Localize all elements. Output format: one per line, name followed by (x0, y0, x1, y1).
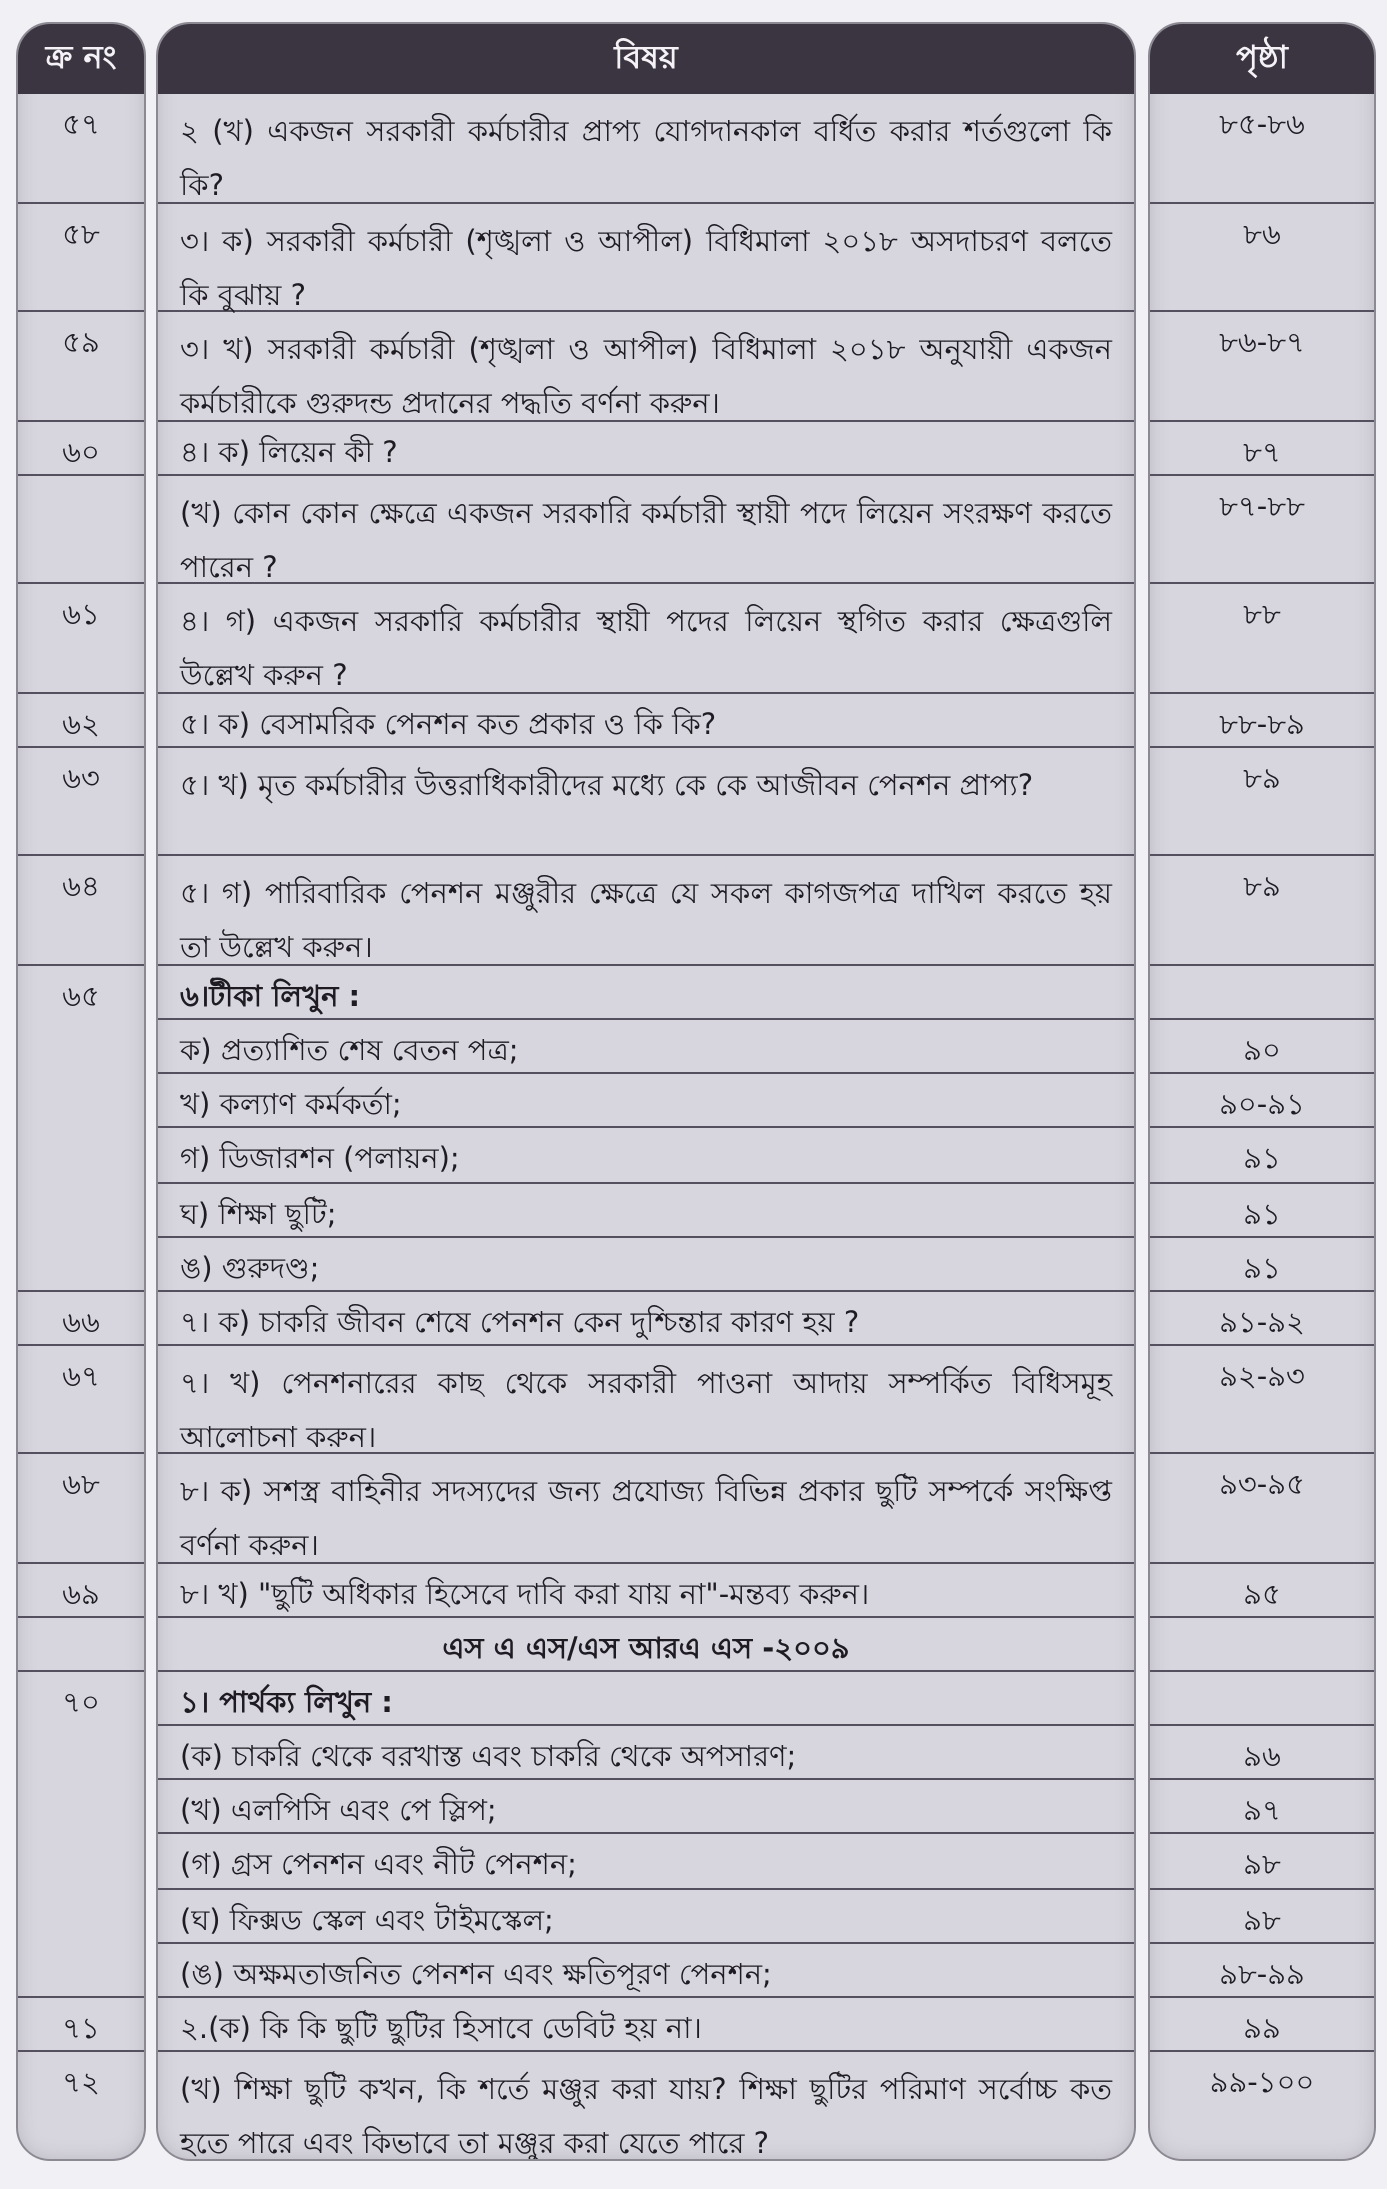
subject-cell: ২ (খ) একজন সরকারী কর্মচারীর প্রাপ্য যোগদানকাল বর্ধিত করার শর্তগুলো কি কি? (158, 94, 1134, 204)
page-cell: ৯১ (1150, 1184, 1374, 1238)
subject-cell: ১। পার্থক্য লিখুন : (158, 1672, 1134, 1726)
subject-cell: ৮। ক) সশস্ত্র বাহিনীর সদস্যদের জন্য প্রযোজ্য বিভিন্ন প্রকার ছুটি সম্পর্কে সংক্ষিপ্ত বর্ণনা করুন। (158, 1454, 1134, 1564)
page-cell: ৯৮ (1150, 1890, 1374, 1944)
page-cell: ৮৭ (1150, 422, 1374, 476)
subject-cell: ৫। খ) মৃত কর্মচারীর উত্তরাধিকারীদের মধ্যে কে কে আজীবন পেনশন প্রাপ্য? (158, 748, 1134, 856)
serial-cell: ৬১ (18, 584, 144, 694)
page-cell: ৮৬-৮৭ (1150, 312, 1374, 422)
subject-cell: ক) প্রত্যাশিত শেষ বেতন পত্র; (158, 1020, 1134, 1074)
page-cell: ৯১-৯২ (1150, 1292, 1374, 1346)
page-cell: ৮৯ (1150, 748, 1374, 856)
page-cell (1150, 1672, 1374, 1726)
serial-cell: ৬৯ (18, 1564, 144, 1618)
serial-cell: ৫৮ (18, 204, 144, 312)
subject-cell: (ক) চাকরি থেকে বরখাস্ত এবং চাকরি থেকে অপসারণ; (158, 1726, 1134, 1780)
serial-cell: ৬৪ (18, 856, 144, 966)
serial-cell: ৬৭ (18, 1346, 144, 1454)
page-cell: ৯১ (1150, 1238, 1374, 1292)
serial-cell: ৬৬ (18, 1292, 144, 1346)
subject-cell: ২.(ক) কি কি ছুটি ছুটির হিসাবে ডেবিট হয় না। (158, 1998, 1134, 2052)
serial-cell (18, 476, 144, 584)
serial-cell: ৬২ (18, 694, 144, 748)
serial-cell: ৭০ (18, 1672, 144, 1998)
subject-cell: ৬।টীকা লিখুন : (158, 966, 1134, 1020)
page-cell (1150, 1618, 1374, 1672)
page-cell: ৯৯-১০০ (1209, 2065, 1315, 2099)
serial-cell: ৭১ (18, 1998, 144, 2052)
subject-cell: ৫। ক) বেসামরিক পেনশন কত প্রকার ও কি কি? (158, 694, 1134, 748)
subject-cell: (ঘ) ফিক্সড স্কেল এবং টাইমস্কেল; (158, 1890, 1134, 1944)
page-header: পৃষ্ঠা (1150, 24, 1374, 94)
page-cell: ৯৯ (1150, 1998, 1374, 2052)
page-cell: ৮৫-৮৬ (1150, 94, 1374, 204)
serial-cell: ৬০ (18, 422, 144, 476)
serial-cell: ৬৫ (18, 966, 144, 1292)
subject-cell: (খ) শিক্ষা ছুটি কখন, কি শর্তে মঞ্জুর করা যায়? শিক্ষা ছুটির পরিমাণ সর্বোচ্চ কত হতে পারে এবং কিভাবে তা মঞ্জুর করা যেতে পারে ? (180, 2072, 1112, 2160)
page-cell: ৮৮ (1150, 584, 1374, 694)
page-cell: ৯০ (1150, 1020, 1374, 1074)
subject-cell: ঙ) গুরুদণ্ড; (158, 1238, 1134, 1292)
subject-cell: (খ) এলপিসি এবং পে স্লিপ; (158, 1780, 1134, 1834)
subject-cell: ৪। গ) একজন সরকারি কর্মচারীর স্থায়ী পদের লিয়েন স্থগিত করার ক্ষেত্রগুলি উল্লেখ করুন ? (158, 584, 1134, 694)
subject-cell: (ঙ) অক্ষমতাজনিত পেনশন এবং ক্ষতিপূরণ পেনশন; (158, 1944, 1134, 1998)
page-cell: ৮৯ (1150, 856, 1374, 966)
serial-cell: ৬৮ (18, 1454, 144, 1564)
serial-header: ক্র নং (18, 24, 144, 94)
page-cell: ৯২-৯৩ (1150, 1346, 1374, 1454)
subject-cell: ৩। ক) সরকারী কর্মচারী (শৃঙ্খলা ও আপীল) বিধিমালা ২০১৮ অসদাচরণ বলতে কি বুঝায় ? (158, 204, 1134, 312)
subject-header: বিষয় (158, 24, 1134, 94)
subject-column (156, 22, 1136, 2161)
subject-cell: গ) ডিজারশন (পলায়ন); (158, 1128, 1134, 1184)
page-cell (1150, 966, 1374, 1020)
page-cell: ৯৭ (1150, 1780, 1374, 1834)
serial-cell: ৬৩ (18, 748, 144, 856)
page-cell: ৯৮ (1150, 1834, 1374, 1890)
subject-cell: ৩। খ) সরকারী কর্মচারী (শৃঙ্খলা ও আপীল) বিধিমালা ২০১৮ অনুযায়ী একজন কর্মচারীকে গুরুদন্ড প্রদানের পদ্ধতি বর্ণনা করুন। (158, 312, 1134, 422)
page-cell: ৯৩-৯৫ (1150, 1454, 1374, 1564)
page-cell: ৯০-৯১ (1150, 1074, 1374, 1128)
section-heading: এস এ এস/এস আরএ এস -২০০৯ (158, 1618, 1134, 1672)
subject-cell: ৪। ক) লিয়েন কী ? (158, 422, 1134, 476)
serial-cell: ৭২ (62, 2065, 100, 2099)
subject-cell: খ) কল্যাণ কর্মকর্তা; (158, 1074, 1134, 1128)
page-cell: ৮৭-৮৮ (1150, 476, 1374, 584)
serial-cell: ৫৯ (18, 312, 144, 422)
page-cell: ৯৮-৯৯ (1150, 1944, 1374, 1998)
subject-cell: ৭। খ) পেনশনারের কাছ থেকে সরকারী পাওনা আদায় সম্পর্কিত বিধিসমূহ আলোচনা করুন। (158, 1346, 1134, 1454)
serial-cell: ৫৭ (18, 94, 144, 204)
page-cell: ৯১ (1150, 1128, 1374, 1184)
subject-cell: ৮। খ) "ছুটি অধিকার হিসেবে দাবি করা যায় না"-মন্তব্য করুন। (158, 1564, 1134, 1618)
page-cell: ৮৬ (1150, 204, 1374, 312)
subject-cell: ৭। ক) চাকরি জীবন শেষে পেনশন কেন দুশ্চিন্তার কারণ হয় ? (158, 1292, 1134, 1346)
serial-cell (18, 1618, 144, 1672)
page-cell: ৮৮-৮৯ (1150, 694, 1374, 748)
subject-cell: ৫। গ) পারিবারিক পেনশন মঞ্জুরীর ক্ষেত্রে যে সকল কাগজপত্র দাখিল করতে হয় তা উল্লেখ করুন। (158, 856, 1134, 966)
page-cell: ৯৫ (1150, 1564, 1374, 1618)
subject-cell: (গ) গ্রস পেনশন এবং নীট পেনশন; (158, 1834, 1134, 1890)
page-column (1148, 22, 1376, 2161)
page-cell: ৯৬ (1150, 1726, 1374, 1780)
subject-cell: (খ) কোন কোন ক্ষেত্রে একজন সরকারি কর্মচারী স্থায়ী পদে লিয়েন সংরক্ষণ করতে পারেন ? (158, 476, 1134, 584)
subject-cell: ঘ) শিক্ষা ছুটি; (158, 1184, 1134, 1238)
serial-column (16, 22, 146, 2161)
